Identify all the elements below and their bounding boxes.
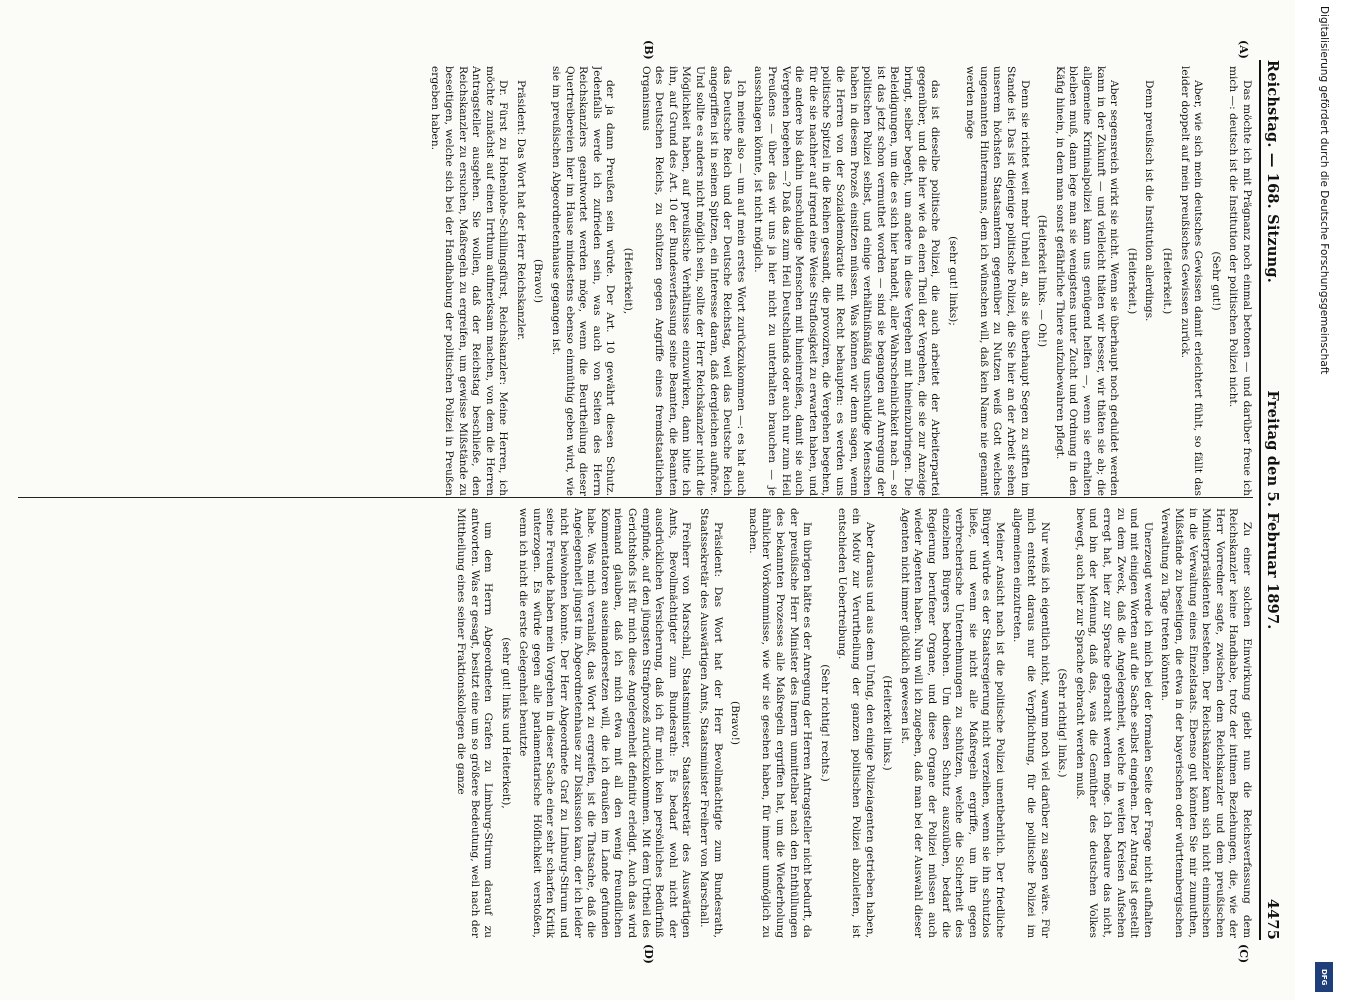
left-interjection: (Bravo!) (532, 258, 545, 304)
digitization-note (1312, 0, 1336, 1000)
left-interjection: (sehr gut! links); (946, 236, 959, 326)
left-paragraph: Das möchte ich mit Prägnanz noch einmal betonen — und darüber freue ich mich —: deutsch ist die Institution der politischen Polizei nicht. (1227, 66, 1253, 496)
digitization-note-text: Digitalisierung gefördert durch die Deutsche Forschungsgemeinschaft (1318, 6, 1330, 375)
right-interjection: (Sehr richtig! links.) (1056, 668, 1069, 778)
left-paragraph: Denn preußisch ist die Institution allerdings. (1143, 80, 1156, 322)
left-interjection: (Heiterkeit), (622, 247, 635, 315)
left-paragraph: Präsident: Das Wort hat der Herr Reichskanzler. (514, 80, 527, 341)
margin-marker-a: (A) (1237, 40, 1250, 59)
header-rule (1259, 60, 1261, 940)
right-paragraph: Präsident: Das Wort hat der Herr Bevollmächtigte zum Bundesrath, Staatssekretär des Auswärtigen Amts, Staatsminister Freiherr von Marschall. (698, 508, 724, 938)
right-paragraph: Zu einer solchen Einwirkung giebt nun die Reichsverfassung dem Reichskanzler keine Handhabe, trotz der intimen Beziehungen, die, wie der Herr Vorredner sagte, zwischen dem Reichskanzler und dem preußischen Ministerpräsidenten bestehen. Der Reichskanzler kann sich nicht einmischen in die Verwaltung eines Einzelstaats. Ebenso gut könnten Sie mir zumuthen, Mißstände zu beseitigen, die etwa in der bayerischen oder württembergischen Verwaltung zu Tage treten könnten. (1159, 508, 1253, 938)
left-interjection: (Heiterkeit.) (1161, 247, 1174, 315)
right-paragraph: Aber daraus und aus dem Unfug, den einige Polizeiagenten getrieben haben, ein Motiv zur Verurtheilung der ganzen politischen Polizei abzuleiten, ist entschieden Uebertreibung. (836, 508, 876, 938)
right-paragraph: Im übrigen hätte es der Anregung der Herren Antragsteller nicht bedurft, da der preußische Herr Minister des Innern unmittelbar nach den Enthüllungen des bekannten Prozesses alle Maßregeln ergriffen hat, um die Wiederholung ähnlicher Vorkommnisse, wie wir sie gesehen haben, für immer unmöglich zu machen. (746, 508, 814, 938)
right-paragraph: Unerzeugt werde ich mich bei der formalen Seite der Frage nicht aufhalten und mit einigen Worten auf die Sache selbst eingehen. Der Antrag ist gestellt zu dem Zweck, daß die Angelegenheit, welche in weiten Kreisen Aufsehen erregt hat, hier zur Sprache gebracht werden möge. Ich bedaure das nicht, und bin der Meinung, daß das, was die Gemüther des deutschen Volkes bewegt, auch hier zur Sprache gebracht werden muß. (1073, 508, 1154, 938)
margin-marker-b: (B) (642, 40, 655, 60)
left-paragraph: Dr. Fürst zu Hohenlohe-Schillingsfürst, Reichskanzler: Meine Herren, ich möchte zunächst auf einen Irrthum aufmerksam machen, von dem die Herren Antragsteller ausgehen. Sie wollen, daß der Reichstag beschließe, den Reichskanzler zu ersuchen, Maßregeln zu ergreifen, um gewisse Mißstände zu beseitigen, welche sich bei der Handhabung der politischen Polizei in Preußen ergeben haben. (429, 66, 510, 496)
margin-marker-d: (D) (642, 944, 655, 964)
page-header (1259, 60, 1285, 940)
page-number: 4475 (1264, 898, 1281, 940)
right-interjection: (sehr gut! links und Heiterkeit), (499, 637, 512, 809)
right-interjection: (Bravo!) (729, 700, 742, 746)
right-text-column (13, 508, 1253, 938)
left-paragraph: Aber, wie sich mein deutsches Gewissen damit erleichtert fühlt, so fällt das leider doppelt auf mein preußisches Gewissen zurück. (1178, 66, 1205, 496)
header-center: Freitag den 5. Februar 1897. (1264, 390, 1281, 630)
margin-marker-c: (C) (1237, 944, 1250, 964)
left-paragraph: Denn sie richtet weit mehr Unheil an, als sie überhaupt Segen zu stiften im Stande ist. Das ist diejenige politische Polizei, die Sie hier an der Arbeit sehen unserem höchsten Staatsamtern gegenüber zu Nutzen weiß Gott welches ungenannten Hintermanns, dem ich wünschen will, daß kein Name nie genannt werden möge (964, 66, 1031, 496)
left-interjection: (Sehr gut!) (1209, 251, 1222, 311)
right-paragraph: Freiherr von Marschall, Staatsminister, Staatssekretär des Auswärtigen Amts, Bevollmächtigter zum Bundesrath: Es bedarf wohl nicht der ausdrücklichen Versicherung, daß ich für mich kein persönliches Bedürfniß empfinde, auf den jüngsten Strafprozeß zurückzukommen. Mit dem Urtheil des Gerichtshofs ist für mich diese Angelegenheit definitiv erledigt. Auch das wird niemand glauben, daß ich mich etwa mit all den wenig freundlichen Kommentatoren auseinandersetzen will, die ich draußen im Lande gefunden habe. Was mich veranlaßt, das Wort zu ergreifen, ist die Thatsache, daß die Angelegenheit jüngst im Abgeordnetenhause zur Diskussion kam, der ich leider nicht beiwohnen konnte. Der Herr Abgeordnete Graf zu Limburg-Stirum und seine Freunde haben mein Vorgehen in dieser Sache einer sehr scharfen Kritik unterzogen. Es würde gegen alle parlamentarische Höflichkeit verstoßen, wenn ich nicht die erste Gelegenheit benutzte (517, 508, 693, 938)
left-paragraph: Aber segensreich wirkt sie nicht. Wenn sie überhaupt noch geduldet werden kann in der Zukunft — und vielleicht thäten wir besser, wir thäten sie ab; die allgemeine Kriminalpolizei kann uns genügend helfen —, wenn sie erhalten bleiben muß, dann lege man sie wenigstens unter Zucht und Ordnung in den Käfig hinein, in dem man sonst gefährliche Thiere aufzubewahren pflegt. (1053, 66, 1121, 496)
right-paragraph: Nur weiß ich eigentlich nicht, warum noch viel darüber zu sagen wäre. Für mich entsteht daraus nur die Verpflichtung, für die politische Polizei im allgemeinen einzutreten. (1011, 508, 1051, 938)
right-interjection: (Sehr richtig! rechts.) (818, 664, 831, 782)
left-paragraph: der ja dann Preußen sein würde. Der Art. 10 gewährt diesen Schutz. Jedenfalls werde ich zufrieden sein, was auch von Seiten des Herrn Reichskanzlers geantwortet werden möge, wenn die Beurtheilung dieser Quertreibereien hier im Hause mindestens ebenso einmüthig geben wird, wie sie im preußischen Abgeordnetenhause gegangen ist. (550, 66, 617, 496)
left-paragraph: Ich meine also — um auf mein erstes Wort zurückzukommen —: es hat auch das Deutsche Reich und der Deutsche Reichstag, weil das Deutsche Reich angegriffen ist in seinen Spitzen, ein Interesse daran, daß dergleichen aufhöre. Und sollte es anders nicht möglich sein, sollte der Herr Reichskanzler nicht die Möglichkeit haben, auf preußische Verhältnisse einzuwirken, dann bitte ich ihn, auf Grund des Art. 10 der Bundesverfassung seine Beamten, die Beamten des Deutschen Reichs, zu schützen gegen Angriffe eines fremdstaatlichen Organismus (639, 66, 747, 496)
right-paragraph: Meiner Ansicht nach ist die politische Polizei unentbehrlich. Der friedliche Bürger würde es der Staatsregierung nicht verzeihen, wenn sie ihn schutzlos ließe, und wenn sie nicht alle Maßregeln ergriffe, um ihn gegen verbrecherische Unternehmungen zu schützen, welche die Sicherheit des einzelnen Bürgers bedrohen. Um diesen Schutz auszuüben, bedarf die Regierung berufener Organe, und diese Organe der Polizei müssen auch wieder Agenten haben. Nun will ich zugeben, daß man bei der Auswahl dieser Agenten nicht immer glücklich gewesen ist. (898, 508, 1006, 938)
header-left: Reichstag. — 168. Sitzung. (1264, 60, 1281, 283)
left-interjection: (Heiterkeit links. — Oh!) (1036, 214, 1049, 348)
dfg-logo: DFG (1315, 962, 1333, 992)
column-divider (18, 497, 1253, 498)
left-paragraph: das ist dieselbe politische Polizei, die auch arbeitet der Arbeiterpartei gegenüber, und die hier wie da einen Theil der Vergehen, die sie zur Anzeige bringt, selber begeht, um andere in diese Vergehen mit hineinzubringen. Die Beleidigungen, um die es sich hier handelt, aller Wahrscheinlichkeit nach — so ist das jetzt schon vermuthet worden — sind sie begangen auf Anregung der politischen Polizei selbst, und einige verhältnißmäßig unschuldige Menschen haben in diesem Prozeß einsitzen müssen. Was können wir denn sagen, wenn die Herren von der Sozialdemokratie mit Recht behaupten: es werden uns politische Spitzel in die Reihen gesandt, die provoziren, die Vergehen begehen, für die sie nachher auf irgend eine Weise Straflosigkeit zu erwarten haben, und die andere bis dahin unschuldige Menschen mit hineinreißen, damit sie auch Vergehen begehen —? Daß das zum Heil Deutschlands oder auch nur zum Heil Preußens — über das wir uns ja hier nicht zu unterhalten brauchen — je ausschlagen könnte, ist nicht möglich. (752, 66, 942, 496)
left-interjection: (Heiterkeit.) (1125, 247, 1138, 315)
right-interjection: (Heiterkeit links.) (881, 675, 894, 771)
right-paragraph: um dem Herrn Abgeordneten Grafen zu Limburg-Stirum darauf zu antworten. Was er gesagt, besitzt eine um so größere Bedeutung, weil nach der Mittheilung eines seiner Fraktionskollegen die ganze (454, 508, 495, 938)
left-text-column (13, 66, 1253, 496)
